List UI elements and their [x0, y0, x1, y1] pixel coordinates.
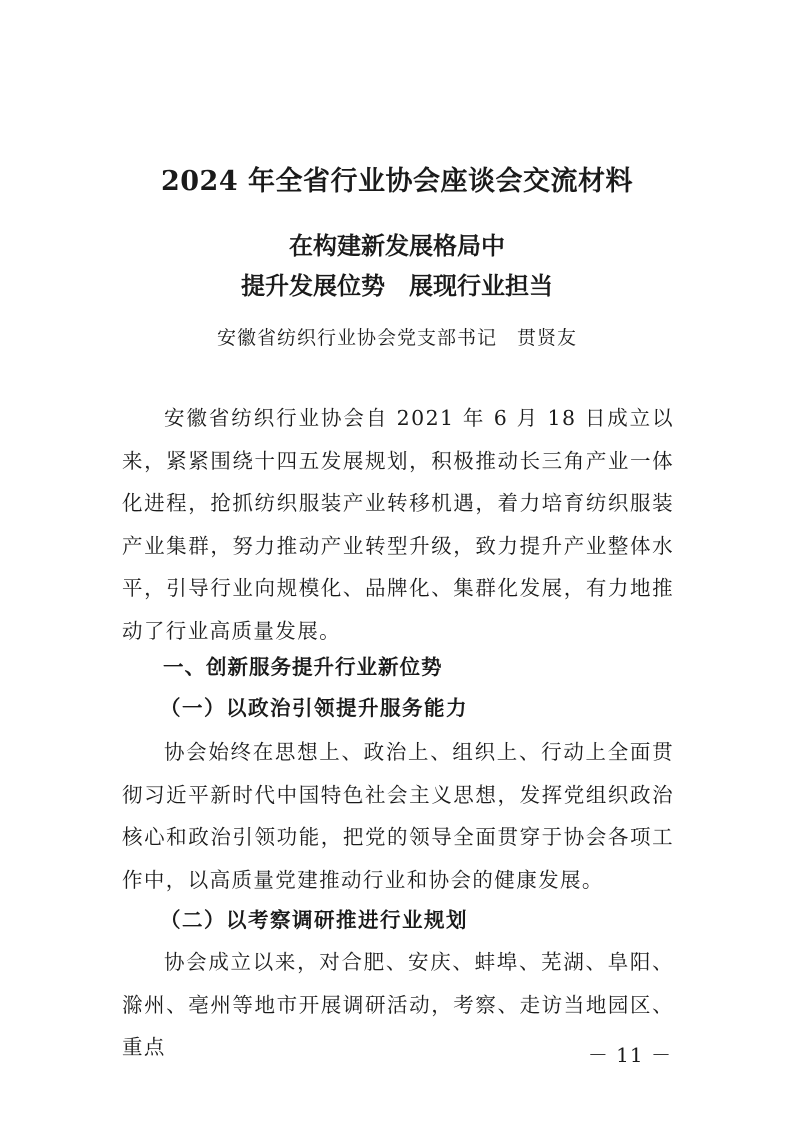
body-paragraph-1: 安徽省纺织行业协会自 2021 年 6 月 18 日成立以来，紧紧围绕十四五发展规划，积极推动长三角产业一体化进程，抢抓纺织服装产业转移机遇，着力培育纺织服装产业集群，努力推动产业转型升级，致力提升产业整体水平，引导行业向规模化、品牌化、集群化发展，有力地推动了行业高质量发展。: [122, 406, 674, 643]
document-subtitle-line2: 提升发展位势 展现行业担当: [241, 271, 553, 300]
body-paragraph-2: 协会始终在思想上、政治上、组织上、行动上全面贯彻习近平新时代中国特色社会主义思想，发挥党组织政治核心和政治引领功能，把党的领导全面贯穿于协会各项工作中，以高质量党建推动行业和协会的健康发展。: [122, 740, 674, 892]
author-line: 安徽省纺织行业协会党支部书记 贯贤友: [216, 327, 577, 349]
subsection-heading-1: （一）以政治引领提升服务能力: [160, 696, 468, 720]
document-title: 2024 年全省行业协会座谈会交流材料: [160, 166, 634, 197]
section-heading-1: 一、创新服务提升行业新位势: [163, 655, 443, 679]
subsection-heading-2: （二）以考察调研推进行业规划: [160, 908, 468, 932]
page-number: － 11 －: [587, 1043, 672, 1067]
body-paragraph-3: 协会成立以来，对合肥、安庆、蚌埠、芜湖、阜阳、滁州、亳州等地市开展调研活动，考察、走访当地园区、重点: [122, 950, 674, 1060]
document-subtitle-line1: 在构建新发展格局中: [289, 231, 505, 260]
